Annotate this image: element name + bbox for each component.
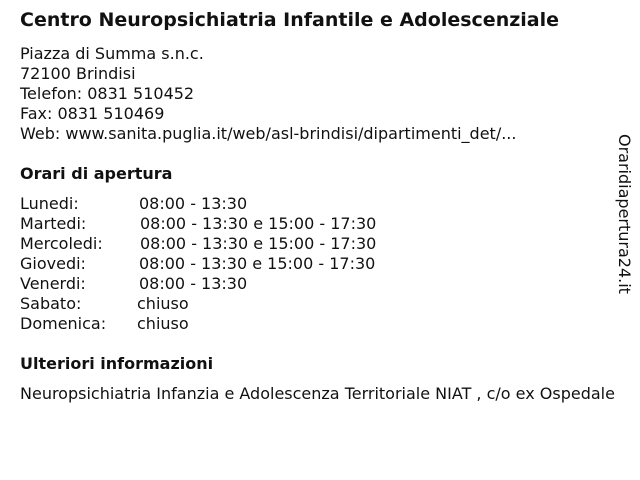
time-value: chiuso (137, 294, 189, 313)
day-label: Domenica: (20, 314, 107, 333)
website-link[interactable]: Web: www.sanita.puglia.it/web/asl-brindisi/dipartimenti_det/... (20, 124, 517, 143)
address-block (20, 44, 516, 144)
fax-number: Fax: 0831 510469 (20, 104, 165, 123)
site-watermark-label: Oraridiapertura24.it (615, 134, 634, 294)
page-title: Centro Neuropsichiatria Infantile e Adolescenziale (20, 9, 560, 31)
address-city: 72100 Brindisi (20, 64, 136, 83)
address-street: Piazza di Summa s.n.c. (20, 44, 204, 63)
time-value: 08:00 - 13:30 (139, 274, 248, 293)
time-value: 08:00 - 13:30 e 15:00 - 17:30 (140, 234, 377, 253)
opening-hours-heading: Orari di apertura (20, 164, 173, 183)
time-value: 08:00 - 13:30 e 15:00 - 17:30 (139, 254, 376, 273)
day-label: Venerdi: (20, 274, 86, 293)
day-label: Sabato: (20, 294, 82, 313)
day-label: Martedi: (20, 214, 87, 233)
day-label: Giovedi: (20, 254, 86, 273)
day-label: Mercoledi: (20, 234, 103, 253)
day-label: Lunedi: (20, 194, 79, 213)
phone-number: Telefon: 0831 510452 (20, 84, 195, 103)
time-value: chiuso (137, 314, 189, 333)
additional-info-heading: Ulteriori informazioni (20, 354, 214, 373)
additional-info-text: Neuropsichiatria Infanzia e Adolescenza Territoriale NIAT , c/o ex Ospedale (20, 384, 615, 403)
time-value: 08:00 - 13:30 e 15:00 - 17:30 (140, 214, 377, 233)
time-value: 08:00 - 13:30 (139, 194, 248, 213)
